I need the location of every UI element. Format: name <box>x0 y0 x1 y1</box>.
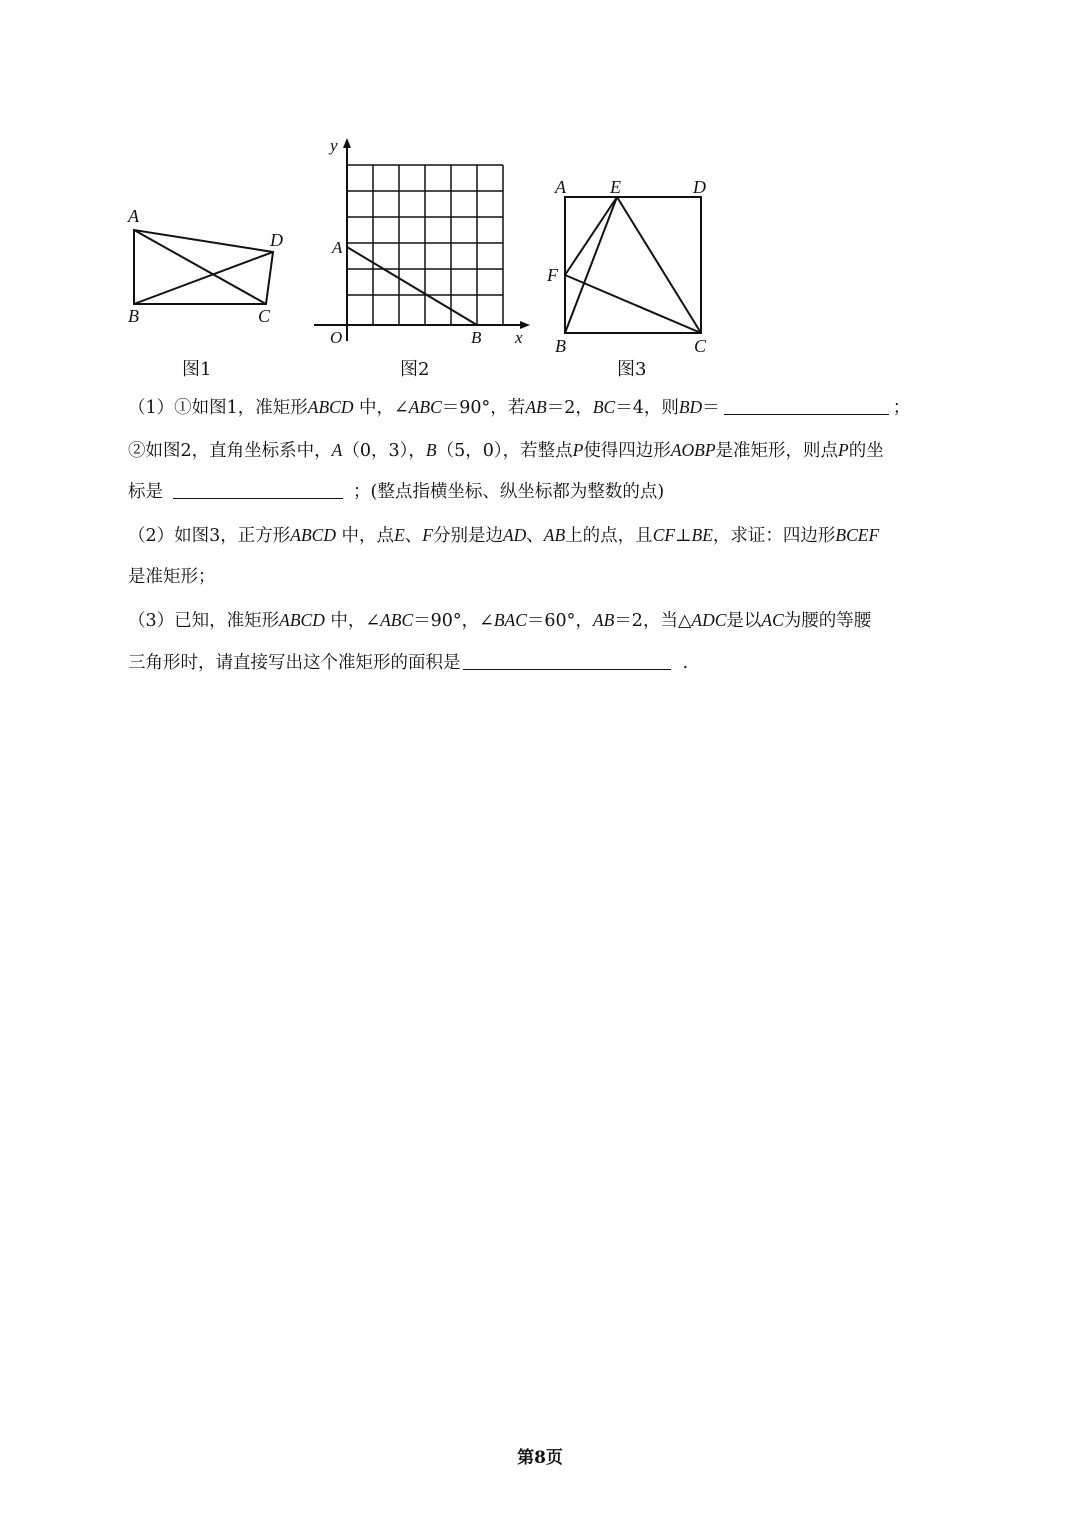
circled-number-1: ① <box>174 398 192 418</box>
fig3-segment-fc <box>565 275 701 333</box>
fig1-label-c: C <box>258 306 271 326</box>
answer-blank-area[interactable] <box>463 651 671 670</box>
fig2-label-b: B <box>471 328 482 347</box>
answer-blank-point-p[interactable] <box>173 480 343 499</box>
question-2-cont: 是准矩形； <box>128 567 216 587</box>
figure-1 <box>120 200 300 330</box>
fig1-caption: 图1 <box>182 359 212 380</box>
fig2-grid <box>347 165 503 325</box>
fig2-y-arrow <box>343 138 351 148</box>
figure-3 <box>545 175 725 360</box>
fig1-label-b: B <box>128 306 139 326</box>
answer-blank-bd[interactable] <box>724 396 889 415</box>
question-1-part-2-cont: 标是 ；(整点指横坐标、纵坐标都为整数的点) <box>128 482 665 502</box>
fig3-label-e: E <box>610 177 621 197</box>
fig3-square <box>565 197 701 333</box>
fig2-label-x: x <box>515 328 523 347</box>
circled-number-2: ② <box>128 441 146 461</box>
figure-2 <box>310 135 535 350</box>
question-3: （3）已知，准矩形ABCD 中，∠ABC＝90°，∠BAC＝60°，AB＝2，当△ADC是以AC为腰的等腰 <box>128 610 872 631</box>
question-1-part-1: （1）①如图1，准矩形ABCD 中，∠ABC＝90°，若AB＝2，BC＝4，则BD＝ ； <box>128 397 911 418</box>
question-2: （2）如图3，正方形ABCD 中，点E、F分别是边AD、AB上的点，且CF⊥BE，求证：四边形BCEF <box>128 525 880 546</box>
fig2-segment-ab <box>347 247 477 325</box>
fig1-label-d: D <box>270 230 283 250</box>
fig3-label-a: A <box>555 177 566 197</box>
fig3-label-f: F <box>547 265 558 285</box>
question-3-cont: 三角形时，请直接写出这个准矩形的面积是 . <box>128 653 689 673</box>
fig2-label-y: y <box>330 136 338 155</box>
question-1-part-2: ②如图2，直角坐标系中，A（0，3），B（5，0），若整点P使得四边形AOBP是准矩形，则点P的坐 <box>128 440 884 461</box>
fig1-label-a: A <box>128 206 139 226</box>
fig3-label-b: B <box>555 336 566 356</box>
fig2-label-a: A <box>332 238 343 257</box>
page-number: 第8页 <box>517 1448 563 1468</box>
fig3-label-d: D <box>693 177 706 197</box>
fig2-label-o: O <box>330 328 343 347</box>
fig3-label-c: C <box>694 336 707 356</box>
fig3-caption: 图3 <box>617 359 647 380</box>
fig2-caption: 图2 <box>400 359 430 380</box>
fig3-segment-ec <box>617 197 701 333</box>
